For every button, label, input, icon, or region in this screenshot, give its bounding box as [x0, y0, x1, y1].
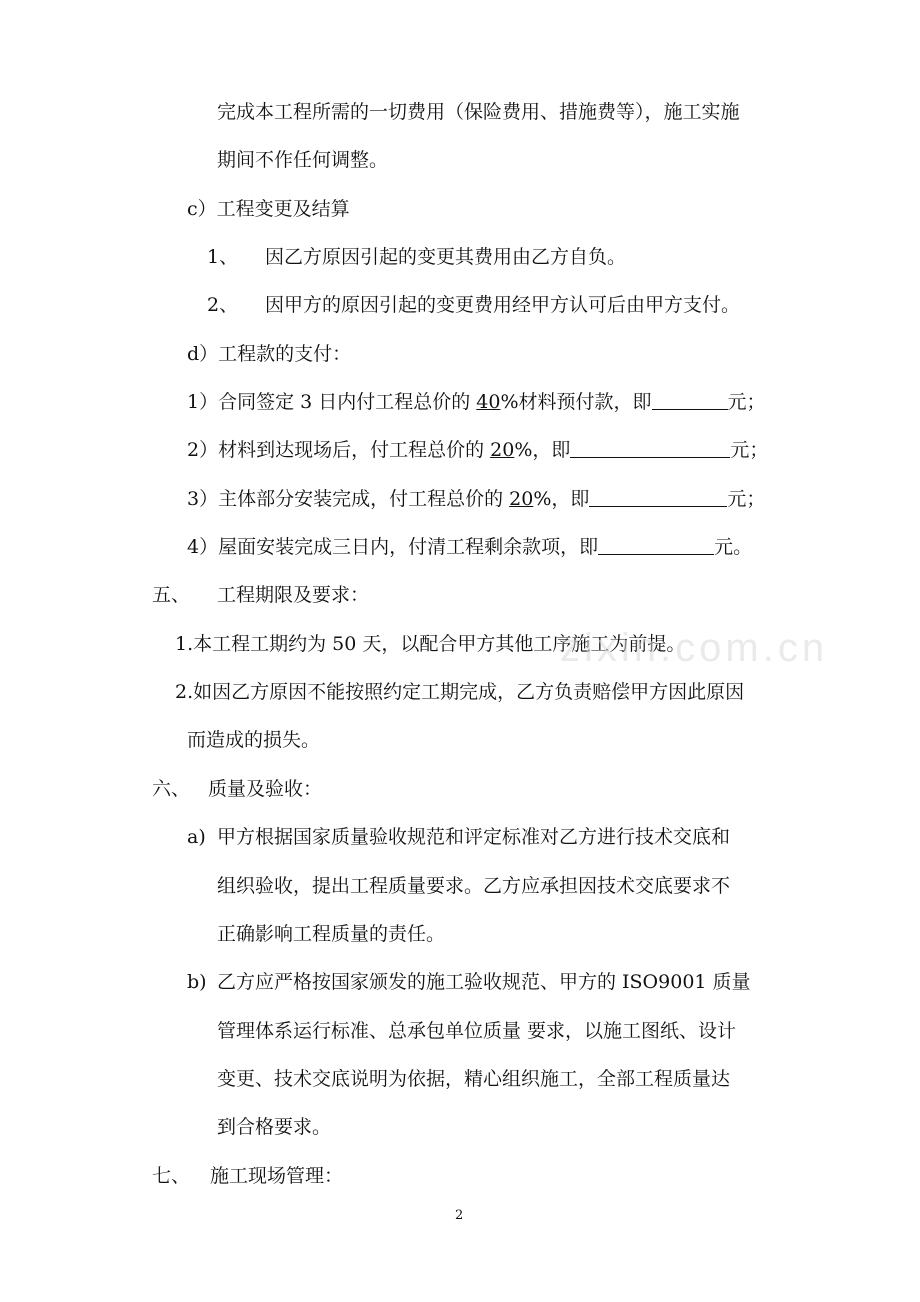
page-number: 2 — [455, 1208, 464, 1223]
payment-percent: 40 — [476, 391, 501, 413]
payment-text: %，即 — [514, 439, 571, 461]
payment-text: %，即 — [533, 488, 590, 510]
paragraph-line: 变更、技术交底说明为依据，精心组织施工，全部工程质量达 — [217, 1068, 731, 1090]
section-title: 施工现场管理： — [210, 1165, 344, 1187]
paragraph-line: 组织验收，提出工程质量要求。乙方应承担因技术交底要求不 — [217, 875, 731, 897]
amount-blank — [589, 488, 727, 507]
payment-text: 1）合同签定 3 日内付工程总价的 — [187, 391, 477, 413]
payment-text: 4）屋面安装完成三日内，付清工程剩余款项，即 — [187, 536, 599, 558]
payment-item-4 — [187, 534, 752, 560]
paragraph-line: 管理体系运行标准、总承包单位质量 要求，以施工图纸、设计 — [217, 1020, 737, 1042]
paragraph-line: 期间不作任何调整。 — [217, 149, 389, 171]
list-item-label: a) — [187, 826, 206, 848]
subsection-heading: c）工程变更及结算 — [187, 198, 350, 220]
amount-blank — [570, 439, 730, 458]
payment-text: 3）主体部分安装完成，付工程总价的 — [187, 488, 510, 510]
section-number: 七、 — [152, 1165, 191, 1187]
payment-unit: 元； — [727, 488, 766, 510]
paragraph-line: 到合格要求。 — [217, 1116, 332, 1138]
payment-text: %材料预付款，即 — [500, 391, 652, 413]
payment-item-3 — [187, 486, 765, 512]
paragraph-line: 而造成的损失。 — [187, 729, 321, 751]
paragraph-line: 2.如因乙方原因不能按照约定工期完成，乙方负责赔偿甲方因此原因 — [175, 681, 745, 703]
paragraph-line: 完成本工程所需的一切费用（保险费用、措施费等），施工实施 — [217, 101, 740, 123]
paragraph-line: 1.本工程工期约为 50 天，以配合甲方其他工序施工为前提。 — [175, 633, 686, 655]
payment-percent: 20 — [509, 488, 534, 510]
list-item-label: b) — [187, 971, 207, 993]
list-item-number: 1、 — [207, 246, 239, 268]
amount-blank — [598, 536, 714, 555]
payment-unit: 元。 — [714, 536, 753, 558]
payment-text: 2）材料到达现场后，付工程总价的 — [187, 439, 491, 461]
payment-unit: 元； — [727, 391, 766, 413]
list-item-text: 因甲方的原因引起的变更费用经甲方认可后由甲方支付。 — [265, 294, 741, 316]
paragraph-line: 正确影响工程质量的责任。 — [217, 923, 446, 945]
payment-percent: 20 — [490, 439, 515, 461]
list-item-text: 因乙方原因引起的变更其费用由乙方自负。 — [265, 246, 627, 268]
section-title: 质量及验收： — [208, 778, 323, 800]
section-number: 五、 — [152, 584, 191, 606]
watermark: zixin.com.cn — [560, 626, 829, 670]
amount-blank — [652, 391, 728, 410]
paragraph-line: 乙方应严格按国家颁发的施工验收规范、甲方的 ISO9001 质量 — [217, 971, 751, 993]
paragraph-line: 甲方根据国家质量验收规范和评定标准对乙方进行技术交底和 — [217, 826, 731, 848]
section-title: 工程期限及要求： — [217, 584, 370, 606]
list-item-number: 2、 — [207, 294, 239, 316]
payment-unit: 元； — [730, 439, 769, 461]
payment-item-2 — [187, 437, 768, 463]
payment-item-1 — [187, 389, 766, 415]
section-number: 六、 — [152, 778, 191, 800]
subsection-heading: d）工程款的支付： — [187, 343, 352, 365]
